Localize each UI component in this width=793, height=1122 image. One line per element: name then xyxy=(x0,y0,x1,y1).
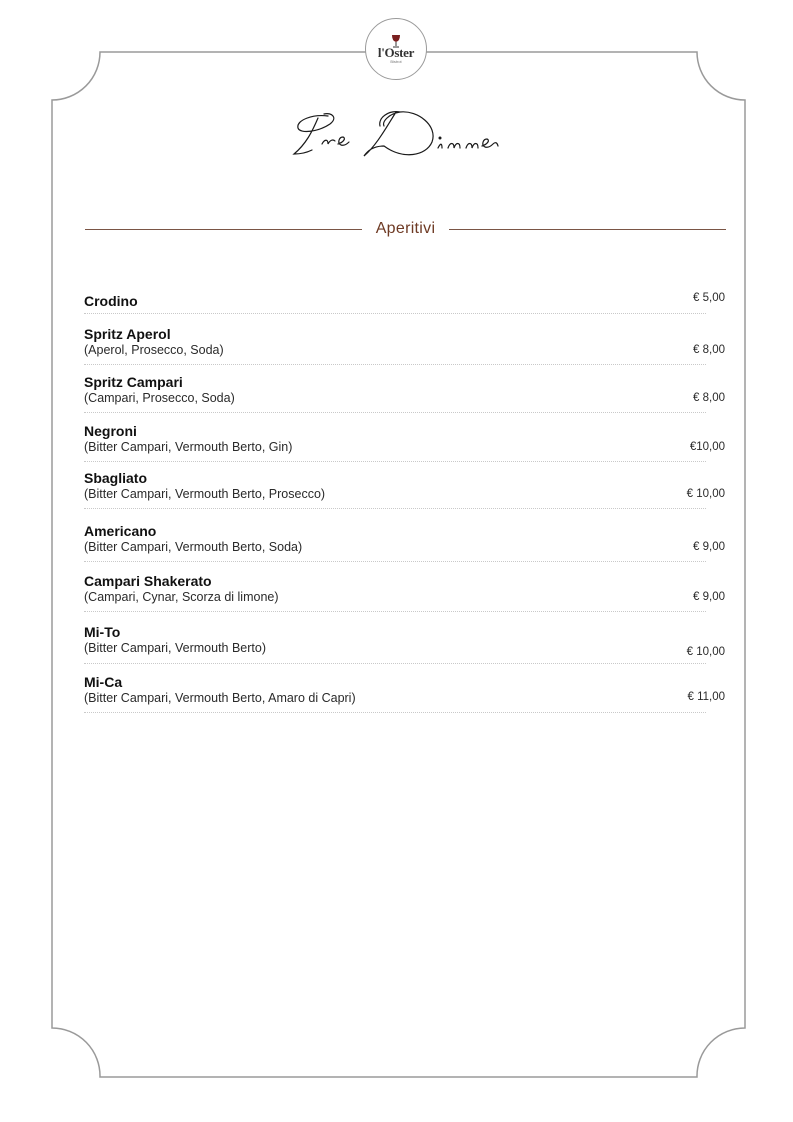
item-price: € 9,00 xyxy=(693,541,725,553)
item-price: € 5,00 xyxy=(693,292,725,304)
item-price: € 8,00 xyxy=(693,344,725,356)
item-name: Mi-To xyxy=(84,624,121,640)
item-name: Mi-Ca xyxy=(84,674,123,690)
item-price: € 10,00 xyxy=(686,646,725,658)
item-name: Spritz Aperol xyxy=(84,326,171,342)
header-rule-left xyxy=(85,229,362,230)
logo-subtitle: Bistrot xyxy=(390,59,402,64)
menu-item xyxy=(84,523,725,562)
restaurant-logo xyxy=(365,18,427,80)
menu-item xyxy=(84,470,725,509)
section-title: Aperitivi xyxy=(375,220,436,237)
item-name: Sbagliato xyxy=(84,470,148,486)
item-price: € 9,00 xyxy=(693,591,725,603)
item-description: (Bitter Campari, Vermouth Berto, Gin) xyxy=(84,440,293,454)
item-description: (Campari, Cynar, Scorza di limone) xyxy=(84,590,279,604)
item-description: (Aperol, Prosecco, Soda) xyxy=(84,343,224,357)
menu-item xyxy=(84,374,725,413)
menu-item xyxy=(84,292,725,314)
item-price: € 10,00 xyxy=(686,488,725,500)
item-name: Spritz Campari xyxy=(84,374,183,390)
script-title-pre-dinner xyxy=(288,98,508,178)
section-header xyxy=(85,216,726,242)
item-name: Campari Shakerato xyxy=(84,573,212,589)
item-name: Crodino xyxy=(84,293,138,309)
menu-item xyxy=(84,326,725,365)
logo-name: l'Oster xyxy=(377,45,415,60)
item-description: (Bitter Campari, Vermouth Berto) xyxy=(84,641,267,655)
item-name: Americano xyxy=(84,523,157,539)
menu-item xyxy=(84,674,725,713)
item-name: Negroni xyxy=(84,423,137,439)
item-price: €10,00 xyxy=(689,441,725,453)
menu-item xyxy=(84,573,725,612)
header-rule-right xyxy=(449,229,726,230)
item-price: € 8,00 xyxy=(693,392,725,404)
item-description: (Campari, Prosecco, Soda) xyxy=(84,391,235,405)
item-price: € 11,00 xyxy=(687,691,725,703)
menu-item xyxy=(84,624,725,664)
item-description: (Bitter Campari, Vermouth Berto, Amaro di Capri) xyxy=(84,691,356,705)
menu-item xyxy=(84,423,725,462)
item-description: (Bitter Campari, Vermouth Berto, Prosecco) xyxy=(84,487,326,501)
item-description: (Bitter Campari, Vermouth Berto, Soda) xyxy=(84,540,303,554)
